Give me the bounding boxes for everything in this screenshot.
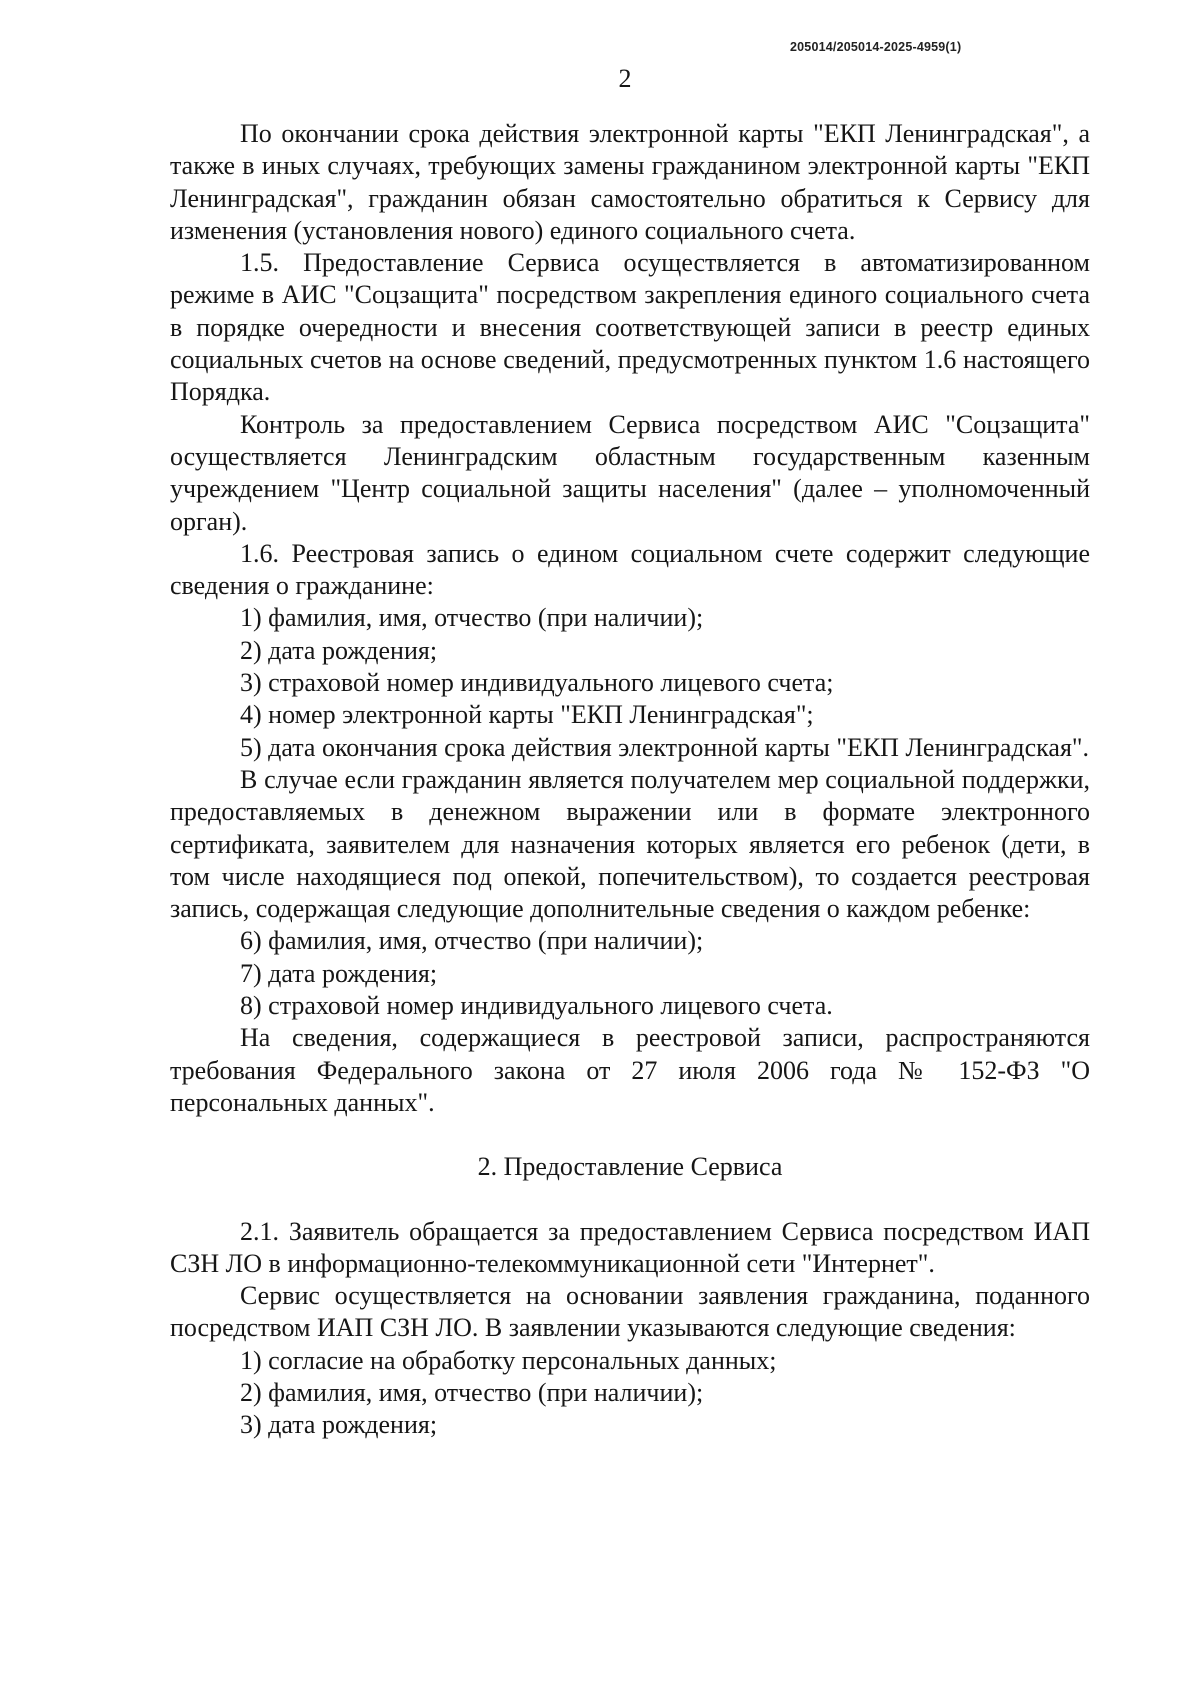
list-item: 8) страховой номер индивидуального лицевого счета. [240, 991, 833, 1021]
paragraph-child-record: В случае если гражданин является получателем мер социальной поддержки, предоставляемых в денежном выражении или в формате электронного сертификата, заявителем для назначения которых является его ребенок (дети, в том числе находящиеся под опекой, попечительством), то создается реестровая запись, содержащая следующие дополнительные сведения о каждом ребенке: [170, 764, 1090, 924]
paragraph-2-1: 2.1. Заявитель обращается за предоставлением Сервиса посредством ИАП СЗН ЛО в информационно-телекоммуникационной сети "Интернет". [170, 1216, 1090, 1278]
document-body [170, 118, 1090, 1442]
paragraph-control: Контроль за предоставлением Сервиса посредством АИС "Соцзащита" осуществляется Ленинградским областным государственным казенным учреждением "Центр социальной защиты населения" (далее – уполномоченный орган). [170, 409, 1090, 536]
list-item: 5) дата окончания срока действия электронной карты "ЕКП Ленинградская". [240, 732, 1090, 762]
section-heading: 2. Предоставление Сервиса [477, 1152, 783, 1182]
paragraph-1-5: 1.5. Предоставление Сервиса осуществляется в автоматизированном режиме в АИС "Соцзащита" посредством закрепления единого социального счета в порядке очередности и внесения соответствующей записи в реестр единых социальных счетов на основе сведений, предусмотренных пунктом 1.6 настоящего Порядка. [170, 248, 1090, 407]
list-item: 2) фамилия, имя, отчество (при наличии); [240, 1377, 704, 1407]
list-item: 4) номер электронной карты "ЕКП Ленинградская"; [240, 700, 814, 730]
list-item: 1) фамилия, имя, отчество (при наличии); [240, 603, 704, 633]
paragraph-application: Сервис осуществляется на основании заявления гражданина, поданного посредством ИАП СЗН ЛО. В заявлении указываются следующие сведения: [170, 1281, 1090, 1343]
document-number: 205014/205014-2025-4959(1) [790, 40, 962, 54]
paragraph-1-6: 1.6. Реестровая запись о едином социальном счете содержит следующие сведения о гражданине: [170, 538, 1090, 601]
paragraph-personal-data: На сведения, содержащиеся в реестровой записи, распространяются требования Федерального закона от 27 июля 2006 года № 152-ФЗ "О персональных данных". [170, 1023, 1090, 1117]
list-item: 6) фамилия, имя, отчество (при наличии); [240, 926, 704, 956]
paragraph-card-expiry: По окончании срока действия электронной карты "ЕКП Ленинградская", а также в иных случаях, требующих замены гражданином электронной карты "ЕКП Ленинградская", гражданин обязан самостоятельно обратиться к Сервису для изменения (установления нового) единого социального счета. [170, 119, 1090, 245]
page-number: 2 [618, 64, 632, 93]
list-item: 2) дата рождения; [240, 635, 438, 665]
list-item: 7) дата рождения; [240, 958, 438, 988]
list-item: 1) согласие на обработку персональных данных; [240, 1345, 777, 1375]
list-item: 3) дата рождения; [240, 1410, 438, 1440]
list-item: 3) страховой номер индивидуального лицевого счета; [240, 668, 834, 698]
